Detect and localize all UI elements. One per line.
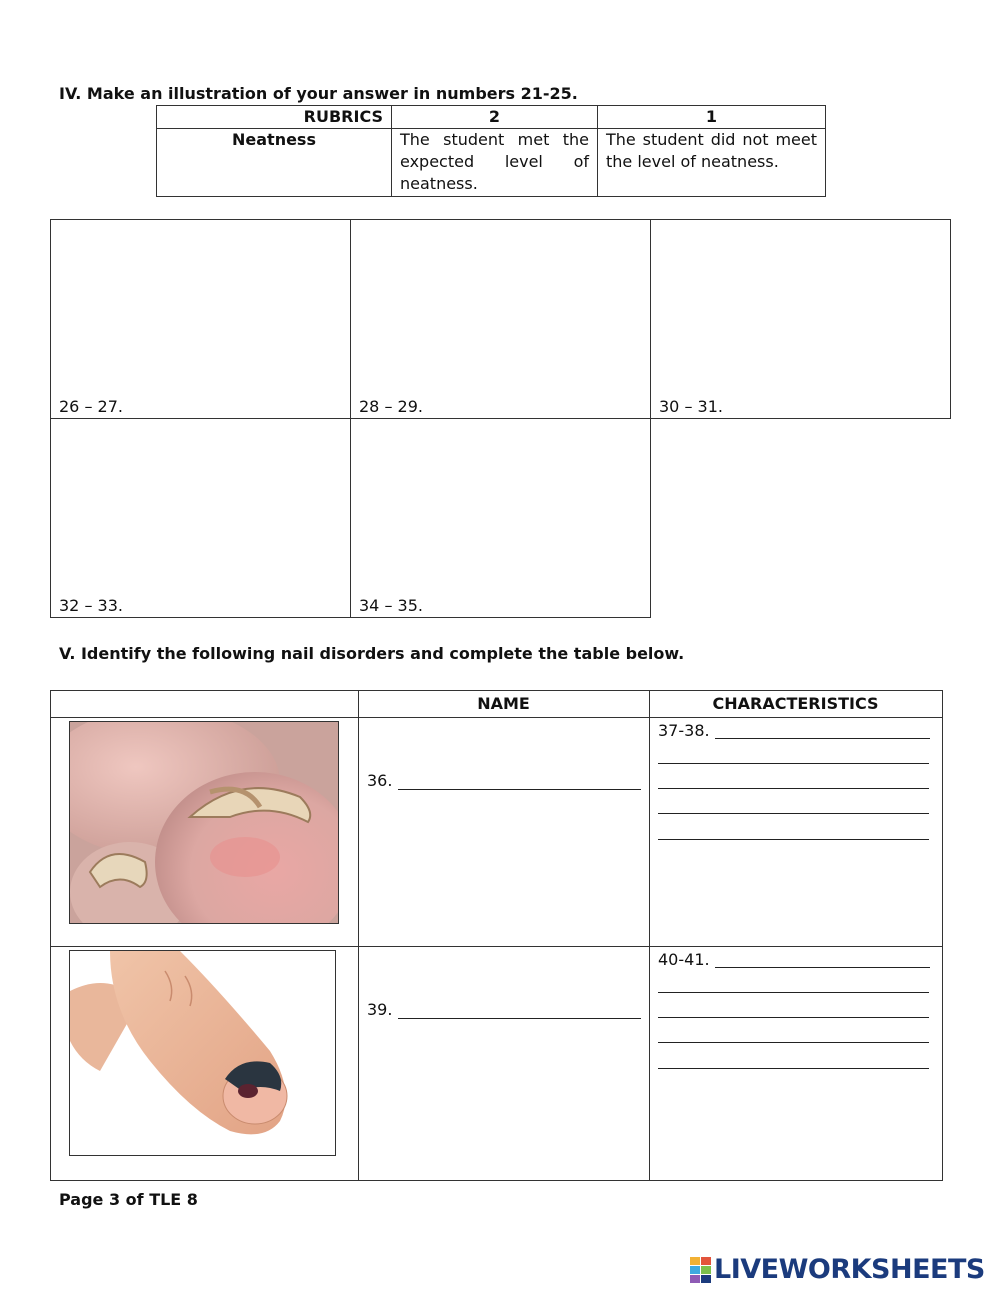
bruised-fingernail-photo — [69, 950, 336, 1156]
char-line[interactable] — [658, 839, 929, 840]
name-answer-39 — [367, 1000, 392, 1019]
name-answer-36-line[interactable] — [398, 789, 641, 790]
illustration-box-32-33[interactable] — [50, 418, 351, 618]
section-v-heading: V. Identify the following nail disorders and complete the table below. — [59, 644, 685, 663]
char-line[interactable] — [658, 788, 929, 789]
characteristics-40-41 — [658, 950, 710, 969]
illustration-box-30-31[interactable] — [650, 219, 951, 419]
logo-text: LIVEWORKSHEETS — [714, 1254, 985, 1285]
illustration-box-26-27[interactable] — [50, 219, 351, 419]
question-number: 37-38. — [658, 721, 710, 740]
header-name: NAME — [477, 694, 530, 713]
illustration-box-34-35[interactable] — [350, 418, 651, 618]
name-answer-39-line[interactable] — [398, 1018, 641, 1019]
ingrown-toenail-photo — [69, 721, 339, 924]
char-line[interactable] — [658, 1068, 929, 1069]
box-label: 34 – 35. — [359, 596, 423, 615]
nail-disorders-table — [50, 690, 943, 1181]
illustration-box-28-29[interactable] — [350, 219, 651, 419]
rubric-score-2-desc: The student met the expected level of neatness. — [392, 129, 598, 197]
rubric-header-rubrics: RUBRICS — [157, 106, 392, 129]
column-divider — [358, 691, 359, 1180]
header-characteristics: CHARACTERISTICS — [712, 694, 879, 713]
box-label: 32 – 33. — [59, 596, 123, 615]
char-line[interactable] — [658, 1042, 929, 1043]
char-line[interactable] — [715, 738, 930, 739]
box-label: 28 – 29. — [359, 397, 423, 416]
name-answer-36 — [367, 771, 392, 790]
liveworksheets-logo[interactable] — [690, 1254, 985, 1285]
rubric-table — [156, 105, 826, 197]
char-line[interactable] — [658, 1017, 929, 1018]
row-divider — [51, 717, 942, 718]
char-line[interactable] — [658, 763, 929, 764]
toe-illustration-icon — [70, 722, 338, 923]
column-divider — [649, 691, 650, 1180]
char-line[interactable] — [658, 813, 929, 814]
box-label: 26 – 27. — [59, 397, 123, 416]
question-number: 36. — [367, 771, 393, 790]
liveworksheets-blocks-icon — [690, 1257, 712, 1283]
char-line[interactable] — [658, 992, 929, 993]
question-number: 40-41. — [658, 950, 710, 969]
char-line[interactable] — [715, 967, 930, 968]
page-footer: Page 3 of TLE 8 — [59, 1190, 198, 1209]
rubric-header-2: 2 — [392, 106, 598, 129]
row-divider — [51, 946, 942, 947]
section-iv-heading: IV. Make an illustration of your answer in numbers 21-25. — [59, 84, 578, 103]
rubric-score-1-desc: The student did not meet the level of neatness. — [598, 129, 826, 197]
characteristics-37-38 — [658, 721, 710, 740]
question-number: 39. — [367, 1000, 393, 1019]
rubric-criterion: Neatness — [157, 129, 392, 197]
rubric-header-1: 1 — [598, 106, 826, 129]
finger-illustration-icon — [70, 951, 335, 1155]
box-label: 30 – 31. — [659, 397, 723, 416]
